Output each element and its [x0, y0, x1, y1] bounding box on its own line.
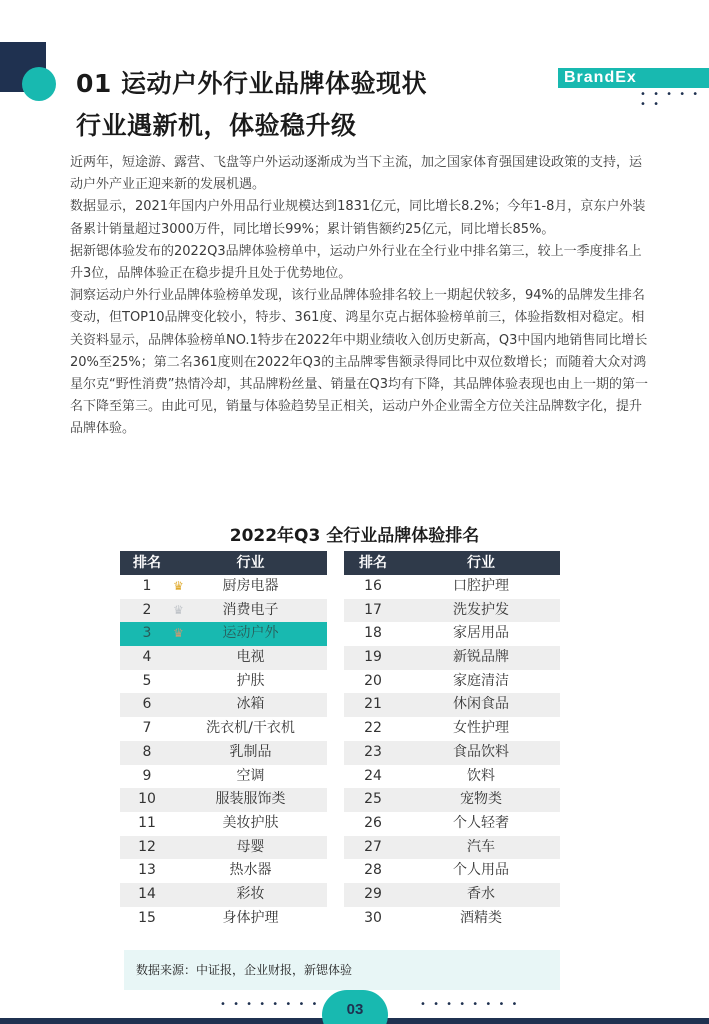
industry-cell	[402, 599, 560, 623]
paragraph-2: 数据显示，2021年国内户外用品行业规模达到1831亿元，同比增长8.2%；今年1-8月，京东户外装备累计销量超过3000万件，同比增长99%；累计销售额约25亿元，同比增长85%。	[70, 199, 646, 237]
rank-cell: 1	[142, 578, 152, 594]
industry-label: 汽车	[467, 838, 495, 855]
industry-label: 女性护理	[453, 720, 509, 737]
rank-cell: 25	[364, 791, 382, 808]
industry-cell	[174, 836, 327, 860]
industry-cell	[174, 646, 327, 670]
industry-label: 服装服饰类	[215, 791, 286, 808]
rank-cell: 29	[364, 885, 382, 902]
rank-cell: 10	[138, 791, 156, 808]
industry-label: 美妆护肤	[222, 814, 279, 831]
table-row	[120, 859, 327, 883]
industry-label: 厨房电器	[222, 578, 279, 594]
rank-cell: 11	[138, 814, 156, 831]
industry-cell	[402, 836, 560, 860]
rank-cell: 8	[142, 743, 152, 760]
industry-label: 空调	[236, 767, 265, 784]
table-row	[344, 859, 560, 883]
rank-cell: 30	[364, 909, 382, 926]
rank-cell: 3	[142, 625, 152, 642]
rank-cell: 27	[364, 838, 382, 855]
rank-cell: 9	[142, 767, 152, 784]
table-row	[120, 812, 327, 836]
industry-cell	[174, 859, 327, 883]
header-rank: 排名	[359, 555, 387, 571]
ranking-table-left	[120, 551, 327, 930]
industry-label: 母婴	[236, 838, 265, 855]
data-source-note: 数据来源：中证报，企业财报，新锶体验	[124, 950, 560, 990]
table-row	[344, 599, 560, 623]
table-row	[344, 836, 560, 860]
header-industry: 行业	[467, 555, 495, 571]
industry-label: 休闲食品	[453, 696, 509, 713]
table-row	[120, 907, 327, 931]
table-row	[344, 646, 560, 670]
dots-decoration-top: • • • • • • •	[640, 89, 701, 110]
industry-label: 彩妆	[236, 885, 265, 902]
table-row	[344, 622, 560, 646]
industry-cell	[174, 812, 327, 836]
industry-cell	[174, 670, 327, 694]
rank-cell: 26	[364, 814, 382, 831]
rank-cell: 13	[138, 862, 156, 879]
crown-silver-icon: ♛	[173, 602, 184, 617]
table-row	[344, 741, 560, 765]
table-header	[344, 551, 560, 575]
rank-cell: 21	[364, 696, 382, 713]
industry-cell	[174, 622, 327, 646]
industry-cell	[174, 693, 327, 717]
industry-label: 洗发护发	[453, 601, 509, 618]
industry-label: 家庭清洁	[453, 672, 509, 689]
industry-label: 个人用品	[453, 862, 509, 879]
industry-cell	[402, 883, 560, 907]
industry-cell	[402, 788, 560, 812]
table-row	[120, 599, 327, 623]
rank-cell: 14	[138, 885, 156, 902]
header-industry: 行业	[236, 555, 265, 571]
table-row	[120, 836, 327, 860]
rank-cell: 18	[364, 625, 382, 642]
corner-circle-decoration	[22, 67, 56, 101]
industry-cell	[402, 859, 560, 883]
rank-cell: 20	[364, 672, 382, 689]
industry-label: 身体护理	[222, 909, 279, 926]
table-row	[120, 575, 327, 599]
rank-cell: 16	[364, 578, 382, 594]
table-row	[120, 717, 327, 741]
paragraph-1: 近两年，短途游、露营、飞盘等户外运动逐渐成为当下主流，加之国家体育强国建设政策的支持，运动户外产业正迎来新的发展机遇。	[70, 155, 643, 193]
industry-label: 新锐品牌	[453, 649, 509, 666]
industry-label: 电视	[236, 649, 265, 666]
rank-cell: 7	[142, 720, 152, 737]
industry-label: 家居用品	[453, 625, 509, 642]
crown-bronze-icon: ♛	[173, 626, 184, 641]
industry-label: 饮料	[467, 767, 495, 784]
table-row	[120, 788, 327, 812]
industry-cell	[174, 599, 327, 623]
industry-label: 运动户外	[222, 625, 279, 642]
industry-cell	[402, 646, 560, 670]
industry-label: 冰箱	[236, 696, 265, 713]
industry-label: 护肤	[236, 672, 265, 689]
industry-label: 消费电子	[222, 601, 279, 618]
paragraph-4: 洞察运动户外行业品牌体验榜单发现，该行业品牌体验排名较上一期起伏较多，94%的品牌发生排名变动，但TOP10品牌变化较小，特步、361度、鸿星尔克占据体验榜单前三，体验指数相对稳定。相关资料显示，品牌体验榜单NO.1特步在2022年中期业绩收入创历史新高，Q3中国内地销售同比增长20%至25%；第二名361度则在2022年Q3的主品牌零售额录得同比中双位数增长；而随着大众对鸿星尔克“野性消费”热情冷却，其品牌粉丝量、销量在Q3均有下降，其品牌体验表现也由上一期的第一名下降至第三。由此可见，销量与体验趋势呈正相关，运动户外企业需全方位关注品牌数字化，提升品牌体验。	[70, 288, 648, 437]
rank-cell: 2	[142, 601, 152, 618]
industry-cell	[402, 812, 560, 836]
industry-cell	[174, 883, 327, 907]
industry-cell	[174, 907, 327, 931]
industry-label: 宠物类	[460, 791, 502, 808]
industry-label: 洗衣机/干衣机	[206, 720, 295, 737]
industry-cell	[174, 741, 327, 765]
rank-cell: 22	[364, 720, 382, 737]
industry-cell	[402, 765, 560, 789]
table-row	[344, 575, 560, 599]
industry-cell	[174, 575, 327, 599]
industry-cell	[402, 741, 560, 765]
rank-cell: 12	[138, 838, 156, 855]
table-row	[120, 883, 327, 907]
rank-cell: 28	[364, 862, 382, 879]
table-row	[120, 670, 327, 694]
industry-cell	[402, 717, 560, 741]
table-row	[344, 670, 560, 694]
table-row	[120, 646, 327, 670]
industry-label: 个人轻奢	[453, 814, 509, 831]
table-header	[120, 551, 327, 575]
industry-cell	[402, 575, 560, 599]
industry-cell	[402, 622, 560, 646]
industry-label: 口腔护理	[453, 578, 509, 594]
rank-cell: 23	[364, 743, 382, 760]
rank-cell: 4	[142, 649, 152, 666]
body-text	[70, 152, 650, 441]
rank-cell: 24	[364, 767, 382, 784]
rank-cell: 17	[364, 601, 382, 618]
table-row	[344, 812, 560, 836]
industry-label: 乳制品	[229, 743, 272, 760]
industry-label: 酒精类	[460, 909, 502, 926]
table-row	[120, 765, 327, 789]
industry-label: 食品饮料	[453, 743, 509, 760]
industry-label: 香水	[467, 885, 495, 902]
table-row	[120, 693, 327, 717]
table-title: 2022年Q3 全行业品牌体验排名	[229, 526, 480, 546]
industry-cell	[174, 788, 327, 812]
industry-label: 热水器	[229, 862, 272, 879]
page-subtitle: 行业遇新机，体验稳升级	[76, 111, 357, 140]
ranking-table-right	[344, 551, 560, 930]
paragraph-3: 据新锶体验发布的2022Q3品牌体验榜单中，运动户外行业在全行业中排名第三，较上一季度排名上升3位，品牌体验正在稳步提升且处于优势地位。	[70, 243, 642, 282]
table-row	[344, 788, 560, 812]
crown-gold-icon: ♛	[173, 579, 184, 593]
dots-decoration-bottom-left: • • • • • • • •	[220, 999, 320, 1010]
brand-logo: BrandEx	[558, 68, 709, 88]
industry-cell	[174, 765, 327, 789]
page-number: 03	[322, 990, 388, 1024]
industry-cell	[402, 693, 560, 717]
industry-cell	[402, 907, 560, 931]
dots-decoration-bottom-right: • • • • • • • •	[420, 999, 520, 1010]
industry-cell	[402, 670, 560, 694]
industry-cell	[174, 717, 327, 741]
page-title: 01 运动户外行业品牌体验现状	[76, 69, 427, 98]
table-row	[344, 907, 560, 931]
rank-cell: 19	[364, 649, 382, 666]
table-row	[120, 622, 327, 646]
table-row	[120, 741, 327, 765]
table-row	[344, 693, 560, 717]
header-rank: 排名	[133, 555, 161, 571]
table-row	[344, 717, 560, 741]
rank-cell: 5	[142, 672, 152, 689]
rank-cell: 15	[138, 909, 156, 926]
rank-cell: 6	[142, 696, 152, 713]
table-row	[344, 883, 560, 907]
table-row	[344, 765, 560, 789]
